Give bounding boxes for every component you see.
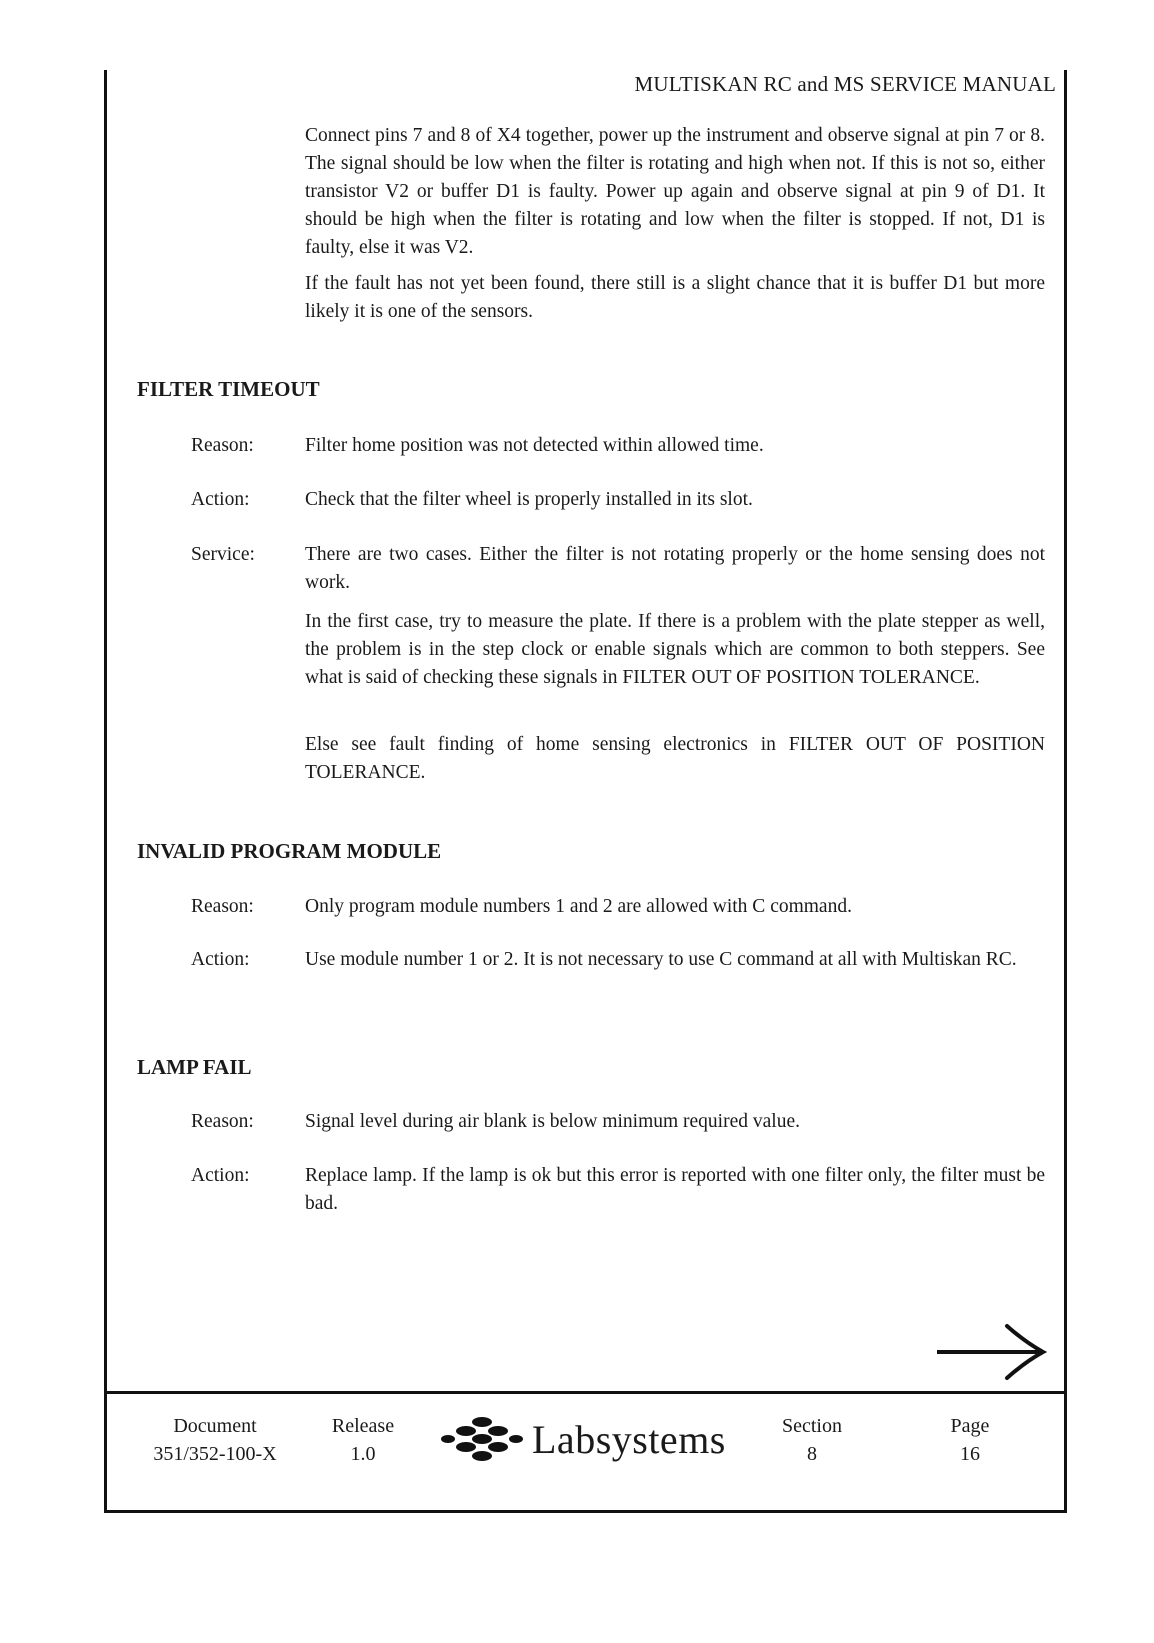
section-heading-invalid-program-module: INVALID PROGRAM MODULE <box>137 839 442 863</box>
release-label: Release <box>331 1415 395 1437</box>
page-frame-left <box>104 70 107 1513</box>
invalid-module-action-row <box>191 946 1045 974</box>
running-header: MULTISKAN RC and MS SERVICE MANUAL <box>634 72 1056 96</box>
section-heading-lamp-fail: LAMP FAIL <box>137 1055 252 1079</box>
action-text: Check that the filter wheel is properly installed in its slot. <box>305 489 753 510</box>
labsystems-logo-icon <box>440 1413 524 1465</box>
action-label: Action: <box>191 489 250 510</box>
right-arrow-icon <box>937 1322 1047 1382</box>
action-text: Use module number 1 or 2. It is not necessary to use C command at all with Multiskan RC. <box>305 949 1017 970</box>
footer-top-rule <box>104 1391 1067 1394</box>
lamp-fail-reason-row <box>191 1108 1045 1136</box>
intro-paragraph-1: Connect pins 7 and 8 of X4 together, power up the instrument and observe signal at pin 7 or 8. The signal should be low when the filter is rotating and high when not. If this is not so, either transistor V2 or buffer D1 is faulty. Power up again and observe signal at pin 9 of D1. It should be high when the filter is rotating and low when the filter is stopped. If not, D1 is faulty, else it was V2. <box>305 125 1045 258</box>
reason-text: Signal level during air blank is below minimum required value. <box>305 1111 800 1132</box>
action-label: Action: <box>191 949 250 970</box>
lamp-fail-action-row <box>191 1162 1045 1218</box>
invalid-module-reason-row <box>191 893 1045 921</box>
footer-page <box>920 1412 1020 1468</box>
section-heading-filter-timeout: FILTER TIMEOUT <box>137 377 320 401</box>
reason-label: Reason: <box>191 435 254 456</box>
reason-label: Reason: <box>191 1111 254 1132</box>
service-paragraph-2: In the first case, try to measure the plate. If there is a problem with the plate stepper as well, the problem is in the step clock or enable signals which are common to both steppers. See what is said of checking these signals in FILTER OUT OF POSITION TOLERANCE. <box>305 611 1045 688</box>
page-value: 16 <box>960 1443 980 1465</box>
filter-timeout-reason-row <box>191 432 1045 460</box>
action-label: Action: <box>191 1165 250 1186</box>
section-value: 8 <box>807 1443 817 1465</box>
footer-bottom-rule <box>104 1510 1067 1513</box>
service-text: There are two cases. Either the filter is not rotating properly or the home sensing does not work. <box>305 544 1045 593</box>
action-text: Replace lamp. If the lamp is ok but this error is reported with one filter only, the filter must be bad. <box>305 1165 1045 1214</box>
document-label: Document <box>173 1415 257 1437</box>
brand-name: Labsystems <box>532 1416 726 1462</box>
release-value: 1.0 <box>350 1443 376 1465</box>
footer-release <box>318 1412 408 1468</box>
reason-label: Reason: <box>191 896 254 917</box>
page-label: Page <box>950 1415 990 1437</box>
footer-document <box>130 1412 300 1468</box>
page-frame-right <box>1064 70 1067 1513</box>
brand-logo <box>440 1413 726 1465</box>
service-paragraph-3: Else see fault finding of home sensing electronics in FILTER OUT OF POSITION TOLERANCE. <box>305 734 1045 783</box>
intro-paragraph-2: If the fault has not yet been found, there still is a slight chance that it is buffer D1 but more likely it is one of the sensors. <box>305 273 1045 322</box>
reason-text: Filter home position was not detected within allowed time. <box>305 435 764 456</box>
reason-text: Only program module numbers 1 and 2 are allowed with C command. <box>305 896 852 917</box>
filter-timeout-service-row <box>191 541 1045 597</box>
filter-timeout-action-row <box>191 486 1045 514</box>
service-label: Service: <box>191 544 255 565</box>
document-value: 351/352-100-X <box>153 1443 277 1465</box>
section-label: Section <box>782 1415 842 1437</box>
footer-section <box>757 1412 867 1468</box>
